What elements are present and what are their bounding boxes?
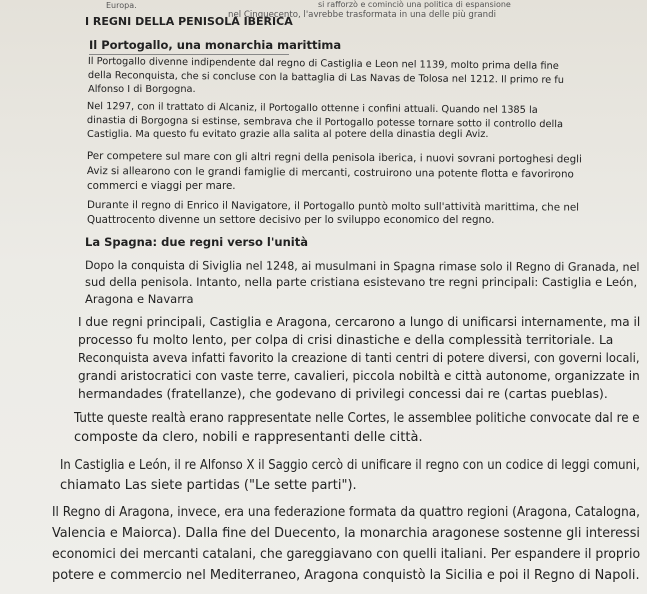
paragraph-line: Per competere sul mare con gli altri regni della penisola iberica, i nuovi sovrani portoghesi degli [86,150,582,166]
paragraph-line: sud della penisola. Intanto, nella parte cristiana esistevano tre regni principali: Castiglia e León, [85,275,638,289]
section-heading-spagna: La Spagna: due regni verso l'unità [85,235,308,249]
paragraph-line: hermandades (fratellanze), che godevano di privilegi concessi dai re (cartas pueblas). [78,387,608,401]
paragraph-line: chiamato Las siete partidas ("Le sette parti"). [60,478,357,493]
paragraph-line: commerci e viaggi per mare. [87,180,236,192]
paragraph-line: Nel 1297, con il trattato di Alcaniz, il Portogallo ottenne i confini attuali. Quando nel 1385 la [86,101,538,116]
paragraph-line: Il Portogallo divenne indipendente dal regno di Castiglia e Leon nel 1139, molto prima della fine [87,56,559,72]
chapter-title: I REGNI DELLA PENISOLA IBERICA [85,15,293,28]
paragraph-line: composte da clero, nobili e rappresentanti delle città. [74,430,423,445]
paragraph-line: Aviz si allearono con le grandi famiglie di mercanti, costruirono una potente flotta e favorirono [86,165,574,181]
top-fragment-right-1: si rafforzò e cominciò una politica di espansione [318,0,511,9]
paragraph-line: Castiglia. Ma questo fu evitato grazie alla salita al potere della dinastia degli Aviz. [87,129,489,140]
paragraph-line: Valencia e Maiorca). Dalla fine del Duecento, la monarchia aragonese sostenne gli interessi [52,525,640,541]
paragraph-line: Quattrocento divenne un settore decisivo per lo sviluppo economico del regno. [87,214,495,226]
paragraph-line: Aragona e Navarra [85,292,194,306]
paragraph-line: della Reconquista, che si concluse con la battaglia di Las Navas de Tolosa nel 1212. Il primo re fu [87,70,565,86]
paragraph-line: grandi aristocratici con vaste terre, cavalieri, piccola nobiltà e città autonome, organizzate in [78,369,640,383]
paragraph-line: Tutte queste realtà erano rappresentate nelle Cortes, le assemblee politiche convocate dal re e [74,411,640,426]
paragraph-line: Dopo la conquista di Siviglia nel 1248, ai musulmani in Spagna rimase solo il Regno di Granada, nel [84,258,640,274]
paragraph-line: Reconquista aveva infatti favorito la creazione di tanti centri di potere diversi, con governi locali, [78,351,640,365]
top-fragment-left: Europa. [106,1,137,10]
paragraph-line: In Castiglia e León, il re Alfonso X il Saggio cercò di unificare il regno con un codice di leggi comuni, [60,458,640,473]
paragraph-line: I due regni principali, Castiglia e Aragona, cercarono a lungo di unificarsi internamente, ma il [78,315,641,329]
paragraph-line: Il Regno di Aragona, invece, era una federazione formata da quattro regioni (Aragona, Catalogna, [52,504,640,520]
top-fragment-right-2: nel Cinquecento, l'avrebbe trasformata in una delle più grandi [228,10,496,20]
paragraph-line: potere e commercio nel Mediterraneo, Aragona conquistò la Sicilia e poi il Regno di Napoli. [52,567,640,583]
paragraph-line: Alfonso I di Borgogna. [88,84,196,95]
paragraph-line: Durante il regno di Enrico il Navigatore, il Portogallo puntò molto sull'attività marittima, che nel [86,199,580,214]
paragraph-line: economici dei mercanti catalani, che gareggiavano con quelli italiani. Per espandere il proprio [52,546,641,562]
paragraph-line: dinastia di Borgogna si estinse, sembrava che il Portogallo potesse tornare sotto il controllo della [86,115,564,131]
paragraph-line: processo fu molto lento, per colpa di crisi dinastiche e della complessità territoriale. La [78,333,614,347]
section-heading-portogallo: Il Portogallo, una monarchia marittima [89,38,342,52]
heading-underline [89,54,289,55]
